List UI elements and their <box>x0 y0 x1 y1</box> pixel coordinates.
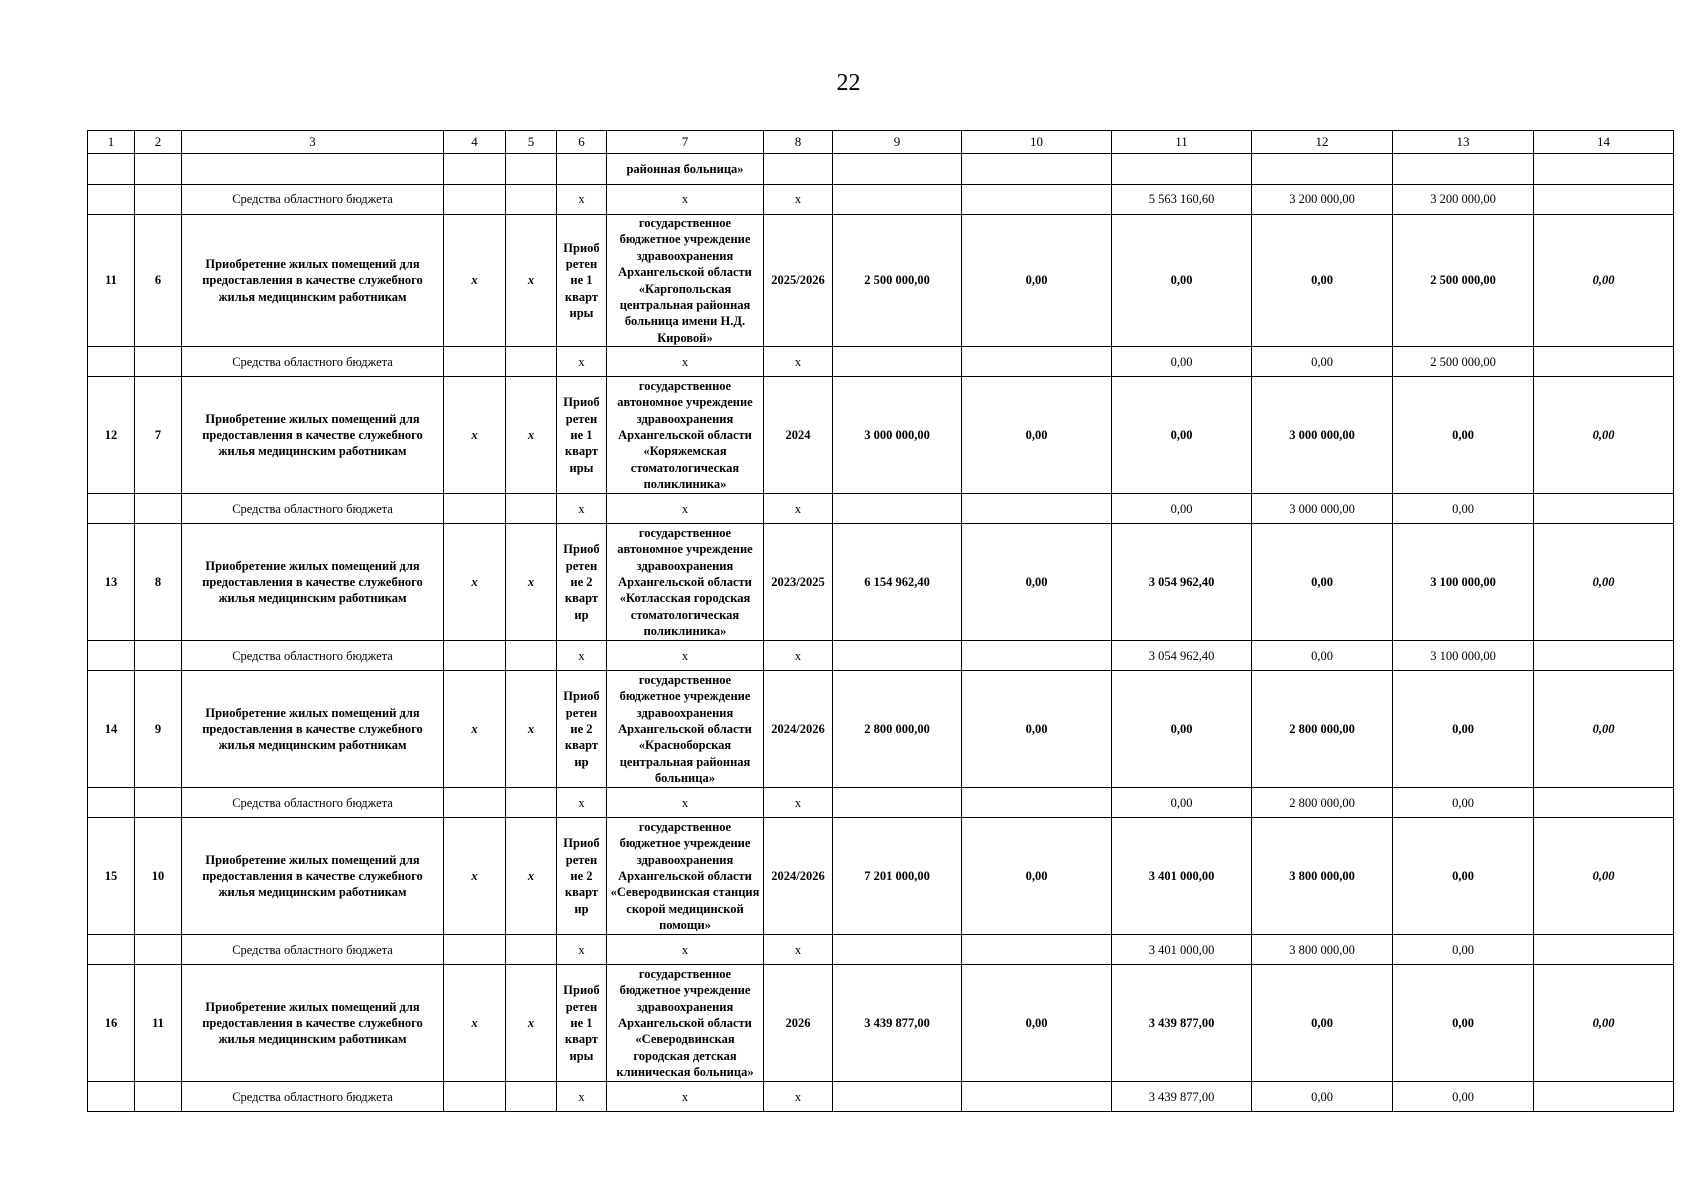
amount-cell: 2 500 000,00 <box>1393 347 1534 377</box>
row-number: 16 <box>88 965 135 1082</box>
period-cell: 2024/2026 <box>764 671 833 788</box>
cell <box>135 641 182 671</box>
cell <box>1393 154 1534 185</box>
cell <box>444 494 506 524</box>
amount-cell: 0,00 <box>962 524 1112 641</box>
cell: х <box>444 524 506 641</box>
amount-cell: 0,00 <box>1252 524 1393 641</box>
table-row <box>88 524 1674 641</box>
period-cell: 2024/2026 <box>764 818 833 935</box>
org-continuation: районная больница» <box>607 154 764 185</box>
cell: х <box>444 965 506 1082</box>
cell: х <box>444 671 506 788</box>
amount-cell: 0,00 <box>1534 524 1674 641</box>
amount-cell: 3 200 000,00 <box>1393 185 1534 215</box>
cell: х <box>557 494 607 524</box>
cell <box>1534 185 1674 215</box>
amount-cell: 3 401 000,00 <box>1112 818 1252 935</box>
cell <box>88 788 135 818</box>
header-cell: 2 <box>135 131 182 154</box>
item-number: 10 <box>135 818 182 935</box>
funding-label: Средства областного бюджета <box>182 185 444 215</box>
funding-label: Средства областного бюджета <box>182 641 444 671</box>
cell: х <box>444 377 506 494</box>
cell <box>88 494 135 524</box>
cell: х <box>557 788 607 818</box>
header-cell: 1 <box>88 131 135 154</box>
column-number-row <box>88 131 1674 154</box>
amount-cell: 0,00 <box>1393 494 1534 524</box>
cell <box>833 788 962 818</box>
cell <box>88 154 135 185</box>
amount-cell: 3 100 000,00 <box>1393 524 1534 641</box>
cell: х <box>764 347 833 377</box>
cell: х <box>607 494 764 524</box>
amount-cell: 3 800 000,00 <box>1252 935 1393 965</box>
cell: х <box>764 788 833 818</box>
cell <box>88 185 135 215</box>
cell <box>1534 347 1674 377</box>
cell <box>88 641 135 671</box>
cell <box>135 154 182 185</box>
cell <box>135 788 182 818</box>
cell <box>506 788 557 818</box>
total-amount: 7 201 000,00 <box>833 818 962 935</box>
cell <box>506 154 557 185</box>
amount-cell: 3 000 000,00 <box>1252 494 1393 524</box>
header-cell: 10 <box>962 131 1112 154</box>
cell: х <box>607 185 764 215</box>
cell <box>764 154 833 185</box>
cell <box>962 185 1112 215</box>
funding-row <box>88 1082 1674 1112</box>
cell: х <box>764 641 833 671</box>
funding-label: Средства областного бюджета <box>182 935 444 965</box>
cell: х <box>764 494 833 524</box>
result-cell: Приоб ретен ие 1 кварт иры <box>557 377 607 494</box>
funding-label: Средства областного бюджета <box>182 494 444 524</box>
cell <box>962 347 1112 377</box>
amount-cell: 0,00 <box>962 377 1112 494</box>
result-cell: Приоб ретен ие 2 кварт ир <box>557 818 607 935</box>
event-name: Приобретение жилых помещений для предоставления в качестве служебного жилья медицинским работникам <box>182 965 444 1082</box>
amount-cell: 3 000 000,00 <box>1252 377 1393 494</box>
total-amount: 2 800 000,00 <box>833 671 962 788</box>
cell <box>444 1082 506 1112</box>
cell <box>444 154 506 185</box>
cell <box>962 154 1112 185</box>
amount-cell: 3 100 000,00 <box>1393 641 1534 671</box>
cell: х <box>506 377 557 494</box>
cell: х <box>607 347 764 377</box>
header-cell: 3 <box>182 131 444 154</box>
amount-cell: 0,00 <box>1534 671 1674 788</box>
period-cell: 2023/2025 <box>764 524 833 641</box>
cell <box>444 935 506 965</box>
amount-cell: 0,00 <box>1112 215 1252 347</box>
amount-cell: 0,00 <box>1112 494 1252 524</box>
amount-cell: 0,00 <box>1393 818 1534 935</box>
amount-cell: 0,00 <box>1393 788 1534 818</box>
cell: х <box>764 935 833 965</box>
funding-row <box>88 185 1674 215</box>
cell: х <box>764 185 833 215</box>
cell <box>962 935 1112 965</box>
cell <box>444 641 506 671</box>
amount-cell: 0,00 <box>1534 215 1674 347</box>
amount-cell: 2 800 000,00 <box>1252 671 1393 788</box>
cell <box>962 1082 1112 1112</box>
amount-cell: 3 054 962,40 <box>1112 641 1252 671</box>
cell <box>833 1082 962 1112</box>
program-table <box>87 130 1674 1112</box>
amount-cell: 3 200 000,00 <box>1252 185 1393 215</box>
cell: х <box>444 818 506 935</box>
amount-cell: 0,00 <box>1252 215 1393 347</box>
amount-cell: 5 563 160,60 <box>1112 185 1252 215</box>
amount-cell: 3 800 000,00 <box>1252 818 1393 935</box>
event-name: Приобретение жилых помещений для предоставления в качестве служебного жилья медицинским работникам <box>182 215 444 347</box>
cell: х <box>557 347 607 377</box>
period-cell: 2025/2026 <box>764 215 833 347</box>
amount-cell: 0,00 <box>962 671 1112 788</box>
header-cell: 12 <box>1252 131 1393 154</box>
amount-cell: 0,00 <box>1393 1082 1534 1112</box>
total-amount: 3 439 877,00 <box>833 965 962 1082</box>
organization-cell: государственное бюджетное учреждение здравоохранения Архангельской области «Красноборская центральная районная больница» <box>607 671 764 788</box>
funding-label: Средства областного бюджета <box>182 788 444 818</box>
organization-cell: государственное бюджетное учреждение здравоохранения Архангельской области «Каргопольская центральная районная больница имени Н.Д. Кировой» <box>607 215 764 347</box>
cell: х <box>557 935 607 965</box>
table-row <box>88 818 1674 935</box>
row-number: 12 <box>88 377 135 494</box>
page-number: 22 <box>836 70 861 96</box>
header-cell: 9 <box>833 131 962 154</box>
cell <box>833 347 962 377</box>
amount-cell: 0,00 <box>1393 671 1534 788</box>
cell: х <box>557 185 607 215</box>
cell <box>88 347 135 377</box>
amount-cell: 0,00 <box>1534 818 1674 935</box>
total-amount: 2 500 000,00 <box>833 215 962 347</box>
row-number: 13 <box>88 524 135 641</box>
cell: х <box>506 965 557 1082</box>
header-cell: 11 <box>1112 131 1252 154</box>
organization-cell: государственное автономное учреждение здравоохранения Архангельской области «Коряжемская стоматологическая поликлиника» <box>607 377 764 494</box>
cell: х <box>607 1082 764 1112</box>
header-cell: 5 <box>506 131 557 154</box>
cell <box>182 154 444 185</box>
cell: х <box>557 1082 607 1112</box>
total-amount: 6 154 962,40 <box>833 524 962 641</box>
cell <box>506 347 557 377</box>
cell: х <box>607 641 764 671</box>
cell <box>135 347 182 377</box>
amount-cell: 3 401 000,00 <box>1112 935 1252 965</box>
cell <box>506 641 557 671</box>
cell <box>135 935 182 965</box>
result-cell: Приоб ретен ие 2 кварт ир <box>557 524 607 641</box>
item-number: 6 <box>135 215 182 347</box>
cell: х <box>607 788 764 818</box>
table-row <box>88 377 1674 494</box>
table-row <box>88 215 1674 347</box>
cell <box>135 1082 182 1112</box>
continuation-row <box>88 154 1674 185</box>
cell <box>1534 1082 1674 1112</box>
cell <box>135 494 182 524</box>
amount-cell: 0,00 <box>1252 1082 1393 1112</box>
event-name: Приобретение жилых помещений для предоставления в качестве служебного жилья медицинским работникам <box>182 377 444 494</box>
row-number: 11 <box>88 215 135 347</box>
item-number: 11 <box>135 965 182 1082</box>
amount-cell: 0,00 <box>1534 377 1674 494</box>
result-cell: Приоб ретен ие 1 кварт иры <box>557 215 607 347</box>
total-amount: 3 000 000,00 <box>833 377 962 494</box>
organization-cell: государственное автономное учреждение здравоохранения Архангельской области «Котласская городская стоматологическая поликлиника» <box>607 524 764 641</box>
amount-cell: 0,00 <box>962 965 1112 1082</box>
event-name: Приобретение жилых помещений для предоставления в качестве служебного жилья медицинским работникам <box>182 524 444 641</box>
cell: х <box>557 641 607 671</box>
cell <box>962 641 1112 671</box>
row-number: 14 <box>88 671 135 788</box>
cell <box>833 935 962 965</box>
cell <box>557 154 607 185</box>
cell <box>1534 494 1674 524</box>
cell <box>1534 641 1674 671</box>
amount-cell: 0,00 <box>1393 965 1534 1082</box>
header-cell: 14 <box>1534 131 1674 154</box>
cell: х <box>506 818 557 935</box>
result-cell: Приоб ретен ие 2 кварт ир <box>557 671 607 788</box>
header-cell: 4 <box>444 131 506 154</box>
table-row <box>88 671 1674 788</box>
item-number: 9 <box>135 671 182 788</box>
cell <box>1112 154 1252 185</box>
amount-cell: 3 439 877,00 <box>1112 965 1252 1082</box>
event-name: Приобретение жилых помещений для предоставления в качестве служебного жилья медицинским работникам <box>182 671 444 788</box>
table-row <box>88 965 1674 1082</box>
item-number: 7 <box>135 377 182 494</box>
amount-cell: 0,00 <box>1393 377 1534 494</box>
cell <box>1534 935 1674 965</box>
amount-cell: 0,00 <box>1252 965 1393 1082</box>
funding-label: Средства областного бюджета <box>182 347 444 377</box>
cell <box>962 788 1112 818</box>
cell <box>1534 788 1674 818</box>
funding-row <box>88 935 1674 965</box>
cell <box>444 185 506 215</box>
row-number: 15 <box>88 818 135 935</box>
amount-cell: 0,00 <box>1252 347 1393 377</box>
funding-row <box>88 788 1674 818</box>
result-cell: Приоб ретен ие 1 кварт иры <box>557 965 607 1082</box>
cell: х <box>506 215 557 347</box>
cell <box>88 935 135 965</box>
item-number: 8 <box>135 524 182 641</box>
cell <box>444 347 506 377</box>
cell: х <box>607 935 764 965</box>
cell <box>88 1082 135 1112</box>
cell <box>506 185 557 215</box>
cell <box>1252 154 1393 185</box>
amount-cell: 0,00 <box>1112 377 1252 494</box>
cell: х <box>764 1082 833 1112</box>
funding-label: Средства областного бюджета <box>182 1082 444 1112</box>
amount-cell: 2 500 000,00 <box>1393 215 1534 347</box>
amount-cell: 0,00 <box>962 215 1112 347</box>
cell <box>833 641 962 671</box>
header-cell: 13 <box>1393 131 1534 154</box>
amount-cell: 0,00 <box>1393 935 1534 965</box>
funding-row <box>88 494 1674 524</box>
cell: х <box>506 671 557 788</box>
organization-cell: государственное бюджетное учреждение здравоохранения Архангельской области «Северодвинская городская детская клиническая больница» <box>607 965 764 1082</box>
cell <box>1534 154 1674 185</box>
cell: х <box>506 524 557 641</box>
period-cell: 2024 <box>764 377 833 494</box>
cell: х <box>444 215 506 347</box>
period-cell: 2026 <box>764 965 833 1082</box>
header-cell: 6 <box>557 131 607 154</box>
cell <box>506 494 557 524</box>
amount-cell: 0,00 <box>962 818 1112 935</box>
cell <box>833 494 962 524</box>
cell <box>833 154 962 185</box>
event-name: Приобретение жилых помещений для предоставления в качестве служебного жилья медицинским работникам <box>182 818 444 935</box>
amount-cell: 0,00 <box>1534 965 1674 1082</box>
funding-row <box>88 641 1674 671</box>
cell <box>444 788 506 818</box>
header-cell: 8 <box>764 131 833 154</box>
organization-cell: государственное бюджетное учреждение здравоохранения Архангельской области «Северодвинская станция скорой медицинской помощи» <box>607 818 764 935</box>
header-cell: 7 <box>607 131 764 154</box>
cell <box>135 185 182 215</box>
amount-cell: 3 439 877,00 <box>1112 1082 1252 1112</box>
amount-cell: 3 054 962,40 <box>1112 524 1252 641</box>
cell <box>833 185 962 215</box>
amount-cell: 0,00 <box>1112 347 1252 377</box>
cell <box>506 1082 557 1112</box>
cell <box>962 494 1112 524</box>
funding-row <box>88 347 1674 377</box>
amount-cell: 0,00 <box>1252 641 1393 671</box>
amount-cell: 2 800 000,00 <box>1252 788 1393 818</box>
cell <box>506 935 557 965</box>
amount-cell: 0,00 <box>1112 671 1252 788</box>
amount-cell: 0,00 <box>1112 788 1252 818</box>
